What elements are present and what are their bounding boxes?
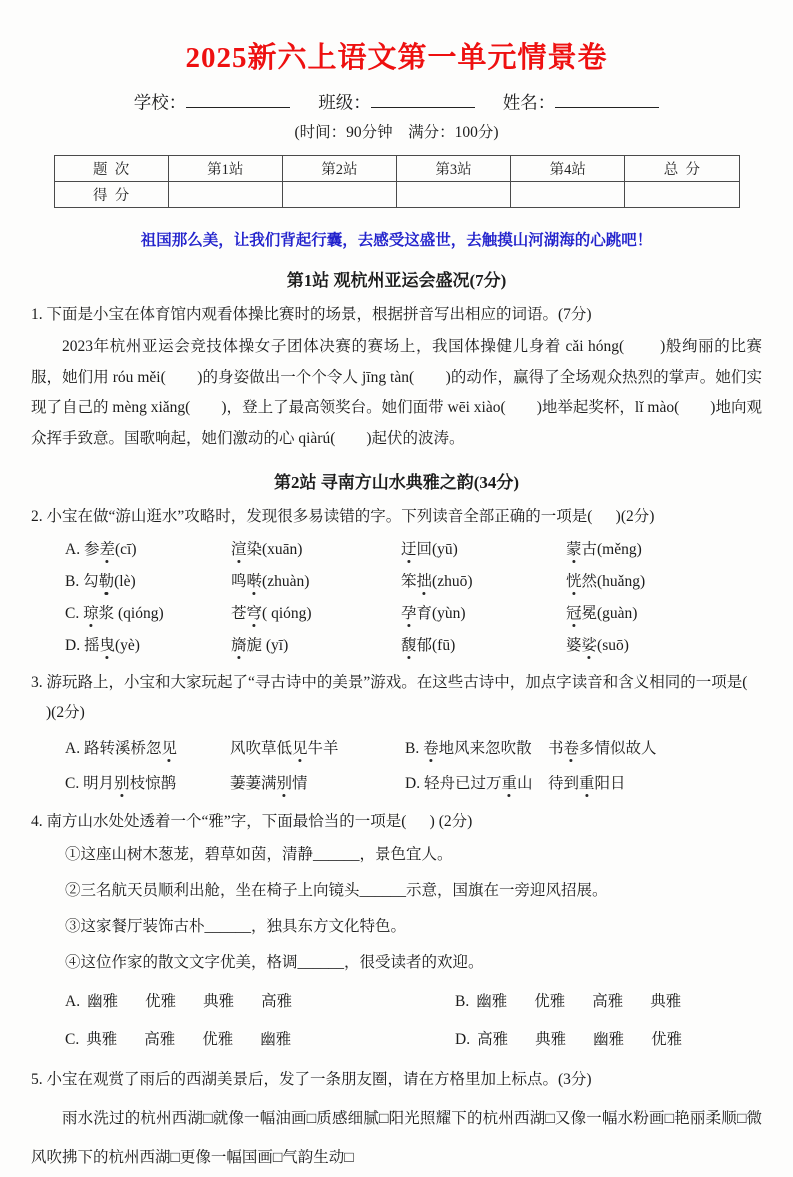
q4-option-c-word: 幽雅 bbox=[260, 1031, 292, 1049]
score-cell-empty bbox=[396, 182, 510, 208]
q2-option-b-4: 恍然(huǎng) bbox=[566, 573, 646, 591]
class-field bbox=[318, 89, 475, 115]
q4-stem: 4. 南方山水处处透着一个“雅”字，下面最恰当的一项是( ) (2分) bbox=[31, 813, 473, 831]
q3-option-b-1: B. 卷地风来忽吹散 bbox=[405, 740, 532, 758]
q4-option-d-word: 典雅 bbox=[535, 1031, 567, 1049]
score-cell-empty bbox=[282, 182, 396, 208]
q2-option-b-3: 笨拙(zhuō) bbox=[401, 573, 473, 591]
score-table-header-row bbox=[54, 156, 739, 182]
q4-option-d-label: D. bbox=[455, 1031, 471, 1049]
q4-item-1: ①这座山树木葱茏，碧草如茵，清静______，景色宜人。 bbox=[65, 846, 453, 864]
emphasis-dot-char: 穹 bbox=[246, 605, 263, 623]
q4-option-b-word: 优雅 bbox=[534, 993, 566, 1011]
emphasis-dot-char: 别 bbox=[276, 775, 293, 793]
q2-stem: 2. 小宝在做“游山逛水”攻略时，发现很多易读错的字。下列读音全部正确的一项是( )(2分) bbox=[31, 508, 655, 526]
q4-option-a-word: 典雅 bbox=[203, 993, 235, 1011]
station2-heading: 第2站 寻南方山水典雅之韵(34分) bbox=[273, 473, 520, 493]
name-blank bbox=[555, 89, 659, 108]
q4-options bbox=[65, 983, 762, 1059]
q2-option-a-1: A. 参差(cī) bbox=[65, 541, 137, 559]
q5-stem: 5. 小宝在观赏了雨后的西湖美景后，发了一条朋友圈，请在方格里加上标点。(3分) bbox=[31, 1071, 592, 1089]
q4-option-b-label: B. bbox=[455, 993, 470, 1011]
q2-option-d-4: 婆娑(suō) bbox=[566, 637, 629, 655]
q2-option-d-2: 旖旎 (yī) bbox=[231, 637, 289, 655]
name-label: 姓名： bbox=[502, 92, 556, 113]
emphasis-dot-char: 卷 bbox=[563, 740, 580, 758]
q2-option-a-3: 迂回(yū) bbox=[401, 541, 458, 559]
emphasis-dot-char: 冠 bbox=[566, 605, 582, 623]
q4-option-c-word: 优雅 bbox=[202, 1031, 234, 1049]
q4-option-a-word: 高雅 bbox=[261, 993, 293, 1011]
score-header-station1: 第1站 bbox=[168, 156, 282, 182]
paper-title: 2025新六上语文第一单元情景卷 bbox=[185, 42, 608, 74]
q2-option-c-4: 冠冕(guàn) bbox=[566, 605, 638, 623]
class-blank bbox=[371, 89, 475, 108]
emphasis-dot-char: 见 bbox=[161, 740, 177, 758]
q3-option-a-2: 风吹草低见牛羊 bbox=[230, 740, 339, 758]
q4-option-c-word: 典雅 bbox=[86, 1031, 118, 1049]
emphasis-dot-char: 娑 bbox=[581, 637, 598, 655]
q2-option-c-3: 孕育(yùn) bbox=[401, 605, 466, 623]
q3-stem: 3. 游玩路上，小宝和大家玩起了“寻古诗中的美景”游戏。在这些古诗中，加点字读音和含义相同的一项是( )(2分) bbox=[31, 674, 771, 722]
score-header-station2: 第2站 bbox=[282, 156, 396, 182]
q4-option-c-word: 高雅 bbox=[144, 1031, 176, 1049]
school-blank bbox=[186, 89, 290, 108]
student-info-row bbox=[31, 89, 762, 115]
q2-option-b-2: 鸣啭(zhuàn) bbox=[231, 573, 310, 591]
q4-item-4: ④这位作家的散文文字优美，格调______，很受读者的欢迎。 bbox=[65, 954, 484, 972]
q3-option-d-1: D. 轻舟已过万重山 bbox=[405, 775, 533, 793]
class-label: 班级： bbox=[318, 92, 371, 113]
q1-stem: 1. 下面是小宝在体育馆内观看体操比赛时的场景，根据拼音写出相应的词语。(7分) bbox=[31, 306, 592, 324]
emphasis-dot-char: 馥 bbox=[401, 637, 417, 655]
motto-line: 祖国那么美，让我们背起行囊，去感受这盛世，去触摸山河湖海的心跳吧！ bbox=[140, 232, 653, 250]
q2-option-b-1: B. 勾勒(lè) bbox=[65, 573, 136, 591]
q1-passage: 2023年杭州亚运会竞技体操女子团体决赛的赛场上，我国体操健儿身着 cǎi hóng( )般绚丽的比赛服，她们用 róu měi( )的身姿做出一个个令人 jīng tàn( )的动作，赢得了全场观众热烈的掌声。她们实现了自己的 mèng xiǎng( )，登上了最高领奖台。她们面带 wēi xiào( )地举起奖杯，lǐ mào( )地向观众挥手致意。国歌响起，她们激动的心 qiàrú( )起伏的波涛。 bbox=[31, 338, 762, 447]
q4-option-c-label: C. bbox=[65, 1031, 80, 1049]
q3-option-c-2: 萋萋满别情 bbox=[230, 775, 308, 793]
q2-option-c-1: C. 琼浆 (qióng) bbox=[65, 605, 164, 623]
q4-option-b-word: 典雅 bbox=[650, 993, 682, 1011]
score-cell-empty bbox=[168, 182, 282, 208]
q4-option-a bbox=[65, 983, 455, 1021]
q4-option-b-word: 高雅 bbox=[592, 993, 624, 1011]
name-field bbox=[503, 89, 660, 115]
q2-option-a-2: 渲染(xuān) bbox=[231, 541, 303, 559]
q4-option-d-word: 幽雅 bbox=[593, 1031, 625, 1049]
score-header-ti-ci: 题 次 bbox=[54, 156, 168, 182]
q5-passage: 雨水洗过的杭州西湖□就像一幅油画□质感细腻□阳光照耀下的杭州西湖□又像一幅水粉画□艳丽柔顺□微风吹拂下的杭州西湖□更像一幅国画□气韵生动□ bbox=[31, 1110, 762, 1167]
q3-options bbox=[65, 731, 762, 801]
q3-option-b-2: 书卷多情似故人 bbox=[548, 740, 657, 758]
q2-option-a-4: 蒙古(měng) bbox=[566, 541, 642, 559]
q4-option-a-word: 幽雅 bbox=[87, 993, 119, 1011]
emphasis-dot-char: 琼 bbox=[83, 605, 99, 623]
q3-option-a-1: A. 路转溪桥忽见 bbox=[65, 740, 177, 758]
emphasis-dot-char: 差 bbox=[99, 541, 115, 559]
school-field bbox=[134, 89, 291, 115]
emphasis-dot-char: 啭 bbox=[246, 573, 263, 591]
score-header-station4: 第4站 bbox=[511, 156, 625, 182]
time-score-note: (时间：90分钟 满分：100分) bbox=[294, 124, 499, 142]
emphasis-dot-char: 恍 bbox=[566, 573, 582, 591]
q2-option-d-1: D. 摇曳(yè) bbox=[65, 637, 140, 655]
score-cell-empty bbox=[625, 182, 739, 208]
score-table-score-row bbox=[54, 182, 739, 208]
emphasis-dot-char: 别 bbox=[114, 775, 130, 793]
q4-option-c bbox=[65, 1021, 455, 1059]
emphasis-dot-char: 重 bbox=[579, 775, 595, 793]
score-row-label: 得 分 bbox=[54, 182, 168, 208]
q3-option-c-1: C. 明月别枝惊鹊 bbox=[65, 775, 177, 793]
q4-option-d bbox=[455, 1021, 762, 1059]
score-header-total: 总 分 bbox=[625, 156, 739, 182]
emphasis-dot-char: 曳 bbox=[99, 637, 115, 655]
emphasis-dot-char: 卷 bbox=[423, 740, 439, 758]
emphasis-dot-char: 勒 bbox=[98, 573, 115, 591]
score-cell-empty bbox=[511, 182, 625, 208]
emphasis-dot-char: 渲 bbox=[231, 541, 247, 559]
emphasis-dot-char: 见 bbox=[292, 740, 308, 758]
emphasis-dot-char: 旖 bbox=[231, 637, 247, 655]
q2-option-c-2: 苍穹( qióng) bbox=[231, 605, 312, 623]
q4-option-d-word: 高雅 bbox=[477, 1031, 509, 1049]
emphasis-dot-char: 迂 bbox=[401, 541, 417, 559]
q2-option-d-3: 馥郁(fū) bbox=[401, 637, 456, 655]
score-header-station3: 第3站 bbox=[396, 156, 510, 182]
q4-option-b-word: 幽雅 bbox=[476, 993, 508, 1011]
q4-option-d-word: 优雅 bbox=[651, 1031, 683, 1049]
q2-options bbox=[65, 534, 762, 662]
q4-item-2: ②三名航天员顺利出舱，坐在椅子上向镜头______示意，国旗在一旁迎风招展。 bbox=[65, 882, 608, 900]
q3-option-d-2: 待到重阳日 bbox=[548, 775, 626, 793]
score-table bbox=[54, 155, 740, 208]
station1-heading: 第1站 观杭州亚运会盛况(7分) bbox=[286, 271, 507, 291]
q4-option-a-label: A. bbox=[65, 993, 81, 1011]
emphasis-dot-char: 蒙 bbox=[566, 541, 582, 559]
q4-option-b bbox=[455, 983, 762, 1021]
q4-item-3: ③这家餐厅装饰古朴______，独具东方文化特色。 bbox=[65, 918, 407, 936]
emphasis-dot-char: 拙 bbox=[416, 573, 433, 591]
emphasis-dot-char: 重 bbox=[501, 775, 517, 793]
q4-option-a-word: 优雅 bbox=[145, 993, 177, 1011]
emphasis-dot-char: 孕 bbox=[401, 605, 417, 623]
school-label: 学校： bbox=[133, 92, 187, 113]
